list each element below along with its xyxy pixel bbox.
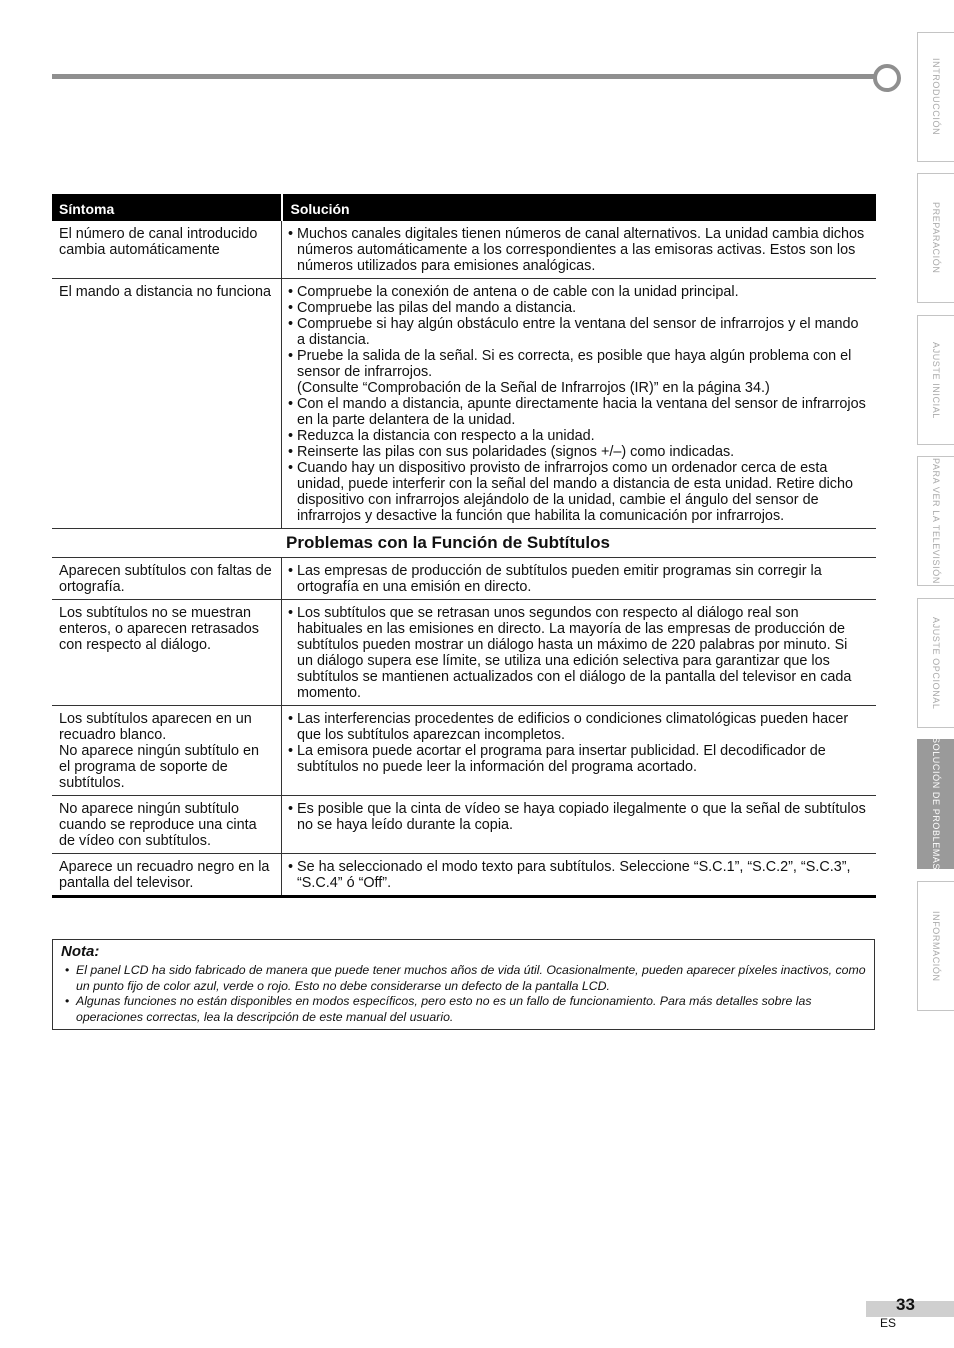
symptom-cell	[52, 706, 282, 796]
troubleshooting-table	[52, 194, 876, 898]
solution-cell	[282, 279, 877, 529]
page-number: 33	[896, 1295, 915, 1314]
tab-label: AJUSTE INICIAL	[931, 341, 941, 419]
header-circle-ornament	[873, 64, 901, 92]
symptom-cell: Aparece un recuadro negro en la pantalla del televisor.	[52, 854, 282, 897]
tab-label: INFORMACIÓN	[931, 910, 941, 982]
solution-item: • Cuando hay un dispositivo provisto de infrarrojos como un ordenador cerca de esta unidad, puede interferir con la señal del mando a distancia de esta unidad. Retire dicho dispositivo con infrarrojos alejándolo de la unidad, cambie el ángulo del sensor de infrarrojos y desactive la función que habilita la comunicación por infrarrojos.	[288, 460, 866, 524]
solution-item: • Las interferencias procedentes de edificios o condiciones climatológicas pueden hacer que los subtítulos aparezcan incompletos.	[288, 711, 866, 743]
solution-item: • Muchos canales digitales tienen números de canal alternativos. La unidad cambia dichos números automáticamente a los correspondientes a las emisoras activas. Estos son los números utilizados para emisiones analógicas.	[288, 226, 866, 274]
note-title: Nota:	[61, 943, 100, 960]
symptom-cell: Aparecen subtítulos con faltas de ortografía.	[52, 558, 282, 600]
solution-cell	[282, 221, 877, 279]
note-item: • Algunas funciones no están disponibles en modos específicos, pero esto no es un fallo de funcionamiento. Para más detalles sobre las operaciones correctas, lea la descripción de este manual del usuario.	[61, 994, 866, 1025]
symptom-text: Los subtítulos aparecen en un recuadro blanco.	[59, 711, 252, 743]
table-row	[52, 600, 876, 706]
solution-item: • Pruebe la salida de la señal. Si es correcta, es posible que haya algún problema con el sensor de infrarrojos.	[288, 348, 866, 380]
solution-item: • Compruebe si hay algún obstáculo entre la ventana del sensor de infrarrojos y el mando a distancia.	[288, 316, 866, 348]
tab-informacion[interactable]	[917, 881, 954, 1011]
solution-item: • Compruebe las pilas del mando a distancia.	[288, 300, 866, 316]
symptom-cell: El mando a distancia no funciona	[52, 279, 282, 529]
symptom-cell: El número de canal introducido cambia automáticamente	[52, 221, 282, 279]
section-title: Problemas con la Función de Subtítulos	[52, 529, 876, 558]
solution-item: • Las empresas de producción de subtítulos pueden emitir programas sin corregir la ortografía en una emisión en directo.	[288, 563, 866, 595]
solution-item: • La emisora puede acortar el programa para insertar publicidad. El decodificador de subtítulos no puede leer la información del programa acortado.	[288, 743, 866, 775]
table-row	[52, 558, 876, 600]
header-symptom: Síntoma	[52, 194, 282, 221]
tab-solucion-de-problemas[interactable]	[917, 739, 954, 869]
header-solution: Solución	[282, 194, 877, 221]
section-row	[52, 529, 876, 558]
tab-para-ver-la-television[interactable]	[917, 456, 954, 586]
tab-label: INTRODUCCIÓN	[931, 58, 941, 136]
tab-label: SOLUCIÓN DE PROBLEMAS	[931, 737, 941, 871]
tab-label: PARA VER LA TELEVISIÓN	[931, 458, 941, 584]
solution-item: • Compruebe la conexión de antena o de cable con la unidad principal.	[288, 284, 866, 300]
tab-label: AJUSTE OPCIONAL	[931, 616, 941, 710]
tab-label: PREPARACIÓN	[931, 202, 941, 274]
solution-item: • Reduzca la distancia con respecto a la unidad.	[288, 428, 866, 444]
note-box	[52, 939, 875, 1030]
symptom-cell: No aparece ningún subtítulo cuando se reproduce una cinta de vídeo con subtítulos.	[52, 796, 282, 854]
solution-cell	[282, 854, 877, 897]
solution-item: • Es posible que la cinta de vídeo se haya copiado ilegalmente o que la señal de subtítulos no se haya leído durante la copia.	[288, 801, 866, 833]
solution-cell	[282, 706, 877, 796]
table-row	[52, 221, 876, 279]
solution-cell	[282, 600, 877, 706]
page-language: ES	[880, 1316, 897, 1330]
solution-item: • Con el mando a distancia, apunte directamente hacia la ventana del sensor de infrarrojos en la parte delantera de la unidad.	[288, 396, 866, 428]
symptom-cell: Los subtítulos no se muestran enteros, o aparecen retrasados con respecto al diálogo.	[52, 600, 282, 706]
symptom-text: No aparece ningún subtítulo en el programa de soporte de subtítulos.	[59, 743, 260, 791]
table-row	[52, 279, 876, 529]
tab-introduccion[interactable]	[917, 32, 954, 162]
note-item: • El panel LCD ha sido fabricado de manera que puede tener muchos años de vida útil. Ocasionalmente, pueden aparecer píxeles inactivos, como un punto fijo de color azul, verde o rojo. Esto no debe considerarse un defecto de la pantalla LCD.	[61, 963, 866, 994]
tab-ajuste-inicial[interactable]	[917, 315, 954, 445]
solution-cell	[282, 558, 877, 600]
solution-item: • Reinserte las pilas con sus polaridades (signos +/–) como indicadas.	[288, 444, 866, 460]
table-row	[52, 796, 876, 854]
solution-item: • Se ha seleccionado el modo texto para subtítulos. Seleccione “S.C.1”, “S.C.2”, “S.C.3”, “S.C.4” ó “Off”.	[288, 859, 866, 891]
table-row	[52, 854, 876, 897]
header-rule	[52, 74, 878, 79]
tab-ajuste-opcional[interactable]	[917, 598, 954, 728]
table-header	[52, 194, 876, 221]
solution-item: • Los subtítulos que se retrasan unos segundos con respecto al diálogo real son habituales en las emisiones en directo. La mayoría de las empresas de producción de subtítulos pueden mostrar un diálogo hasta un máximo de 220 palabras por minuto. Si un diálogo supera ese límite, se utiliza una edición selectiva para garantizar que los subtítulos se mantienen actualizados con el diálogo de la pantalla del televisor en cada momento.	[288, 605, 866, 701]
solution-cell	[282, 796, 877, 854]
table-row	[52, 706, 876, 796]
tab-preparacion[interactable]	[917, 173, 954, 303]
solution-note: (Consulte “Comprobación de la Señal de Infrarrojos (IR)” en la página 34.)	[297, 380, 770, 396]
